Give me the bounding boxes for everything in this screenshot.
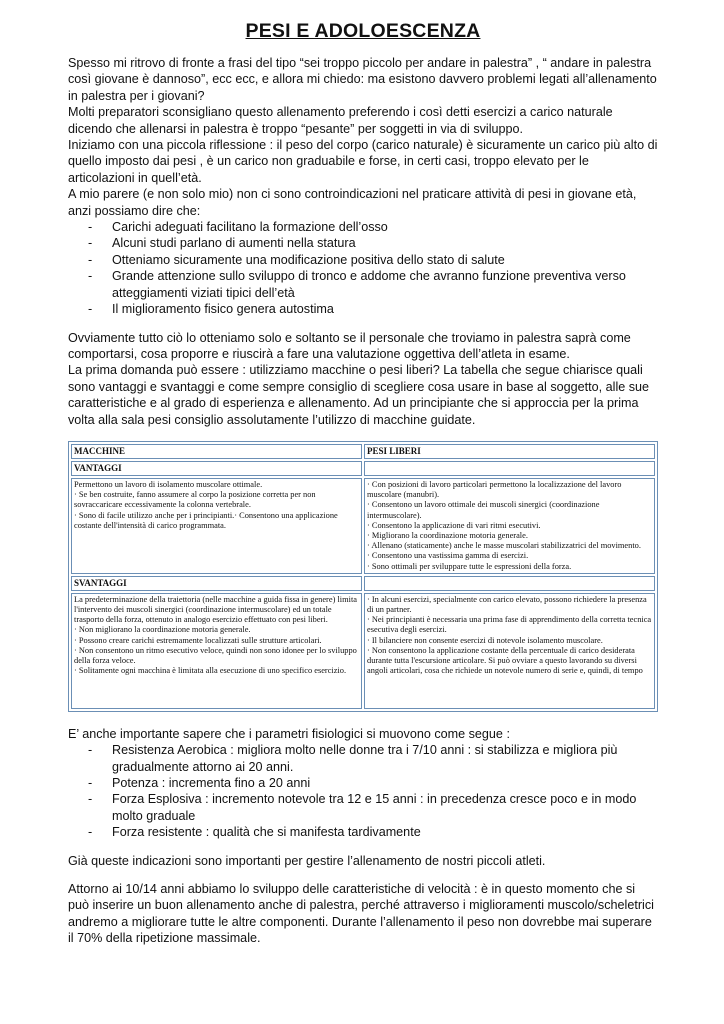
document-page xyxy=(68,20,658,947)
table-empty-cell xyxy=(364,461,655,476)
table-cell-line: · Non consentono la applicazione costante della percentuale di carico desiderata durante tutta l'escursione articolare. Si può ovviare a questo lavorando su diversi angoli articolari, cosa che richiede un notevole numero di serie e, quindi, di tempo xyxy=(367,645,643,676)
table-section-advantages: VANTAGGI xyxy=(71,461,362,476)
list-item: - Otteniamo sicuramente una modificazione positiva dello stato di salute xyxy=(88,252,505,267)
table-header-free-weights: PESI LIBERI xyxy=(364,444,655,459)
table-cell-line: · Il bilanciere non consente esercizi di notevole isolamento muscolare. xyxy=(367,635,603,645)
list-item: - Carichi adeguati facilitano la formazione dell’osso xyxy=(88,220,388,235)
list-item: - Grande attenzione sullo sviluppo di tronco e addome che avranno funzione preventiva verso atteggiamenti viziati tipici dell’età xyxy=(88,269,626,300)
intro-paragraph: A mio parere (e non solo mio) non ci sono controindicazioni nel praticare attività di pesi in giovane età, anzi possiamo dire che: xyxy=(68,187,637,218)
table-cell-line: · Non consentono un ritmo esecutivo veloce, quindi non sono idonee per lo sviluppo della forza veloce. xyxy=(74,645,357,665)
table-cell-line: · Solitamente ogni macchina è limitata alla esecuzione di uno specifico esercizio. xyxy=(74,666,347,676)
table-cell-line: · Non migliorano la coordinazione motoria generale. xyxy=(74,625,251,635)
physio-list xyxy=(68,742,658,840)
body-paragraph: La prima domanda può essere : utilizziamo macchine o pesi liberi? La tabella che segue chiarisce quali sono vantaggi e svantaggi e come sempre consiglio di scegliere cosa usare in base al soggetto, alle sue caratteristiche e al grado di esperienza e allenamento. Ad un principiante che si approccia per la prima volta alla sala pesi consiglio assolutamente l’utilizzo di macchine guidate. xyxy=(68,363,650,427)
table-cell-line: · Nei principianti è necessaria una prima fase di apprendimento della corretta tecnica esecutiva degli esercizi. xyxy=(367,615,652,635)
table-cell-line: · In alcuni esercizi, specialmente con carico elevato, possono richiedere la presenza di un partner. xyxy=(367,594,647,614)
list-item: - Forza Esplosiva : incremento notevole tra 12 e 15 anni : in precedenza cresce poco e in modo molto graduale xyxy=(88,792,637,823)
table-cell-line: · Sono di facile utilizzo anche per i principianti.· Consentono una applicazione costante dell'intensità di carico programmata. xyxy=(74,510,338,530)
list-item: - Resistenza Aerobica : migliora molto nelle donne tra i 7/10 anni : si stabilizza e migliora più gradualmente attorno ai 20 anni. xyxy=(88,743,618,774)
table-cell-line: · Consentono una vastissima gamma di esercizi. xyxy=(367,551,529,561)
body-paragraph: Già queste indicazioni sono importanti per gestire l’allenamento de nostri piccoli atleti. xyxy=(68,853,546,868)
physio-intro: E’ anche importante sapere che i parametri fisiologici si muovono come segue : xyxy=(68,726,510,741)
body-paragraph: Ovviamente tutto ciò lo otteniamo solo e soltanto se il personale che troviamo in palestra saprà come comportarsi, cosa proporre e riuscirà a fare una valutazione oggettiva dell’atleta in esame. xyxy=(68,330,631,361)
list-item: - Il miglioramento fisico genera autostima xyxy=(88,302,334,317)
table-header-machines: MACCHINE xyxy=(71,444,362,459)
table-empty-cell xyxy=(364,576,655,591)
free-weights-advantages-cell xyxy=(364,478,655,574)
body-paragraph: Attorno ai 10/14 anni abbiamo lo sviluppo delle caratteristiche di velocità : è in questo momento che si può inserire un buon allenamento anche di palestra, perché attraverso i miglioramenti muscolo/scheletrici andremo a migliorare tutte le altre componenti. Durante l’allenamento il peso non dovrebbe mai superare il 70% della ripetizione massimale. xyxy=(68,882,654,946)
table-cell-line: · Allenano (staticamente) anche le masse muscolari stabilizzatrici del movimento. xyxy=(367,541,641,551)
document-title: PESI E ADOLOESCENZA xyxy=(245,20,481,42)
table-cell-line: Permettono un lavoro di isolamento muscolare ottimale. xyxy=(74,479,263,489)
table-cell-line: La predeterminazione della traiettoria (nelle macchine a guida fissa in genere) limita l'intervento dei muscoli sinergici (coordinazione intermuscolare) ed un totale trasporto della forza, ottenuto in analogo esercizio effettuato con pesi liberi. xyxy=(74,594,357,625)
table-cell-line: · Consentono la applicazione di vari ritmi esecutivi. xyxy=(367,520,541,530)
intro-paragraph: Spesso mi ritrovo di fronte a frasi del tipo “sei troppo piccolo per andare in palestra” , “ andare in palestra così giovane è dannoso”, ecc ecc, e allora mi chiedo: ma esistono davvero problemi legati all’allenamento in palestra per i giovani? xyxy=(68,56,657,103)
machines-disadvantages-cell xyxy=(71,593,362,709)
list-item: - Forza resistente : qualità che si manifesta tardivamente xyxy=(88,825,421,840)
list-item: - Alcuni studi parlano di aumenti nella statura xyxy=(88,236,356,251)
free-weights-disadvantages-cell xyxy=(364,593,655,709)
table-section-disadvantages: SVANTAGGI xyxy=(71,576,362,591)
table-cell-line: · Possono creare carichi estremamente localizzati sulle strutture articolari. xyxy=(74,635,322,645)
table-cell-line: · Migliorano la coordinazione motoria generale. xyxy=(367,530,528,540)
intro-paragraph: Molti preparatori sconsigliano questo allenamento preferendo i così detti esercizi a carico naturale dicendo che allenarsi in palestra è troppo “pesante” per soggetti in via di sviluppo. xyxy=(68,105,613,136)
benefits-list xyxy=(68,219,658,317)
comparison-table xyxy=(68,441,658,712)
table-cell-line: · Consentono un lavoro ottimale dei muscoli sinergici (coordinazione intermuscolare). xyxy=(367,500,600,520)
machines-advantages-cell xyxy=(71,478,362,574)
table-cell-line: · Sono ottimali per sviluppare tutte le espressioni della forza. xyxy=(367,561,572,571)
intro-paragraph: Iniziamo con una piccola riflessione : il peso del corpo (carico naturale) è sicuramente un carico più alto di quello imposto dai pesi , è un carico non graduabile e forse, in certi casi, troppo elevato per le articolazioni in quell’età. xyxy=(68,138,658,185)
table-cell-line: · Se ben costruite, fanno assumere al corpo la posizione corretta per non sovraccaricare eccessivamente la colonna vertebrale. xyxy=(74,490,316,510)
list-item: - Potenza : incrementa fino a 20 anni xyxy=(88,775,311,790)
table-cell-line: · Con posizioni di lavoro particolari permettono la localizzazione del lavoro muscolare (manubri). xyxy=(367,479,622,500)
